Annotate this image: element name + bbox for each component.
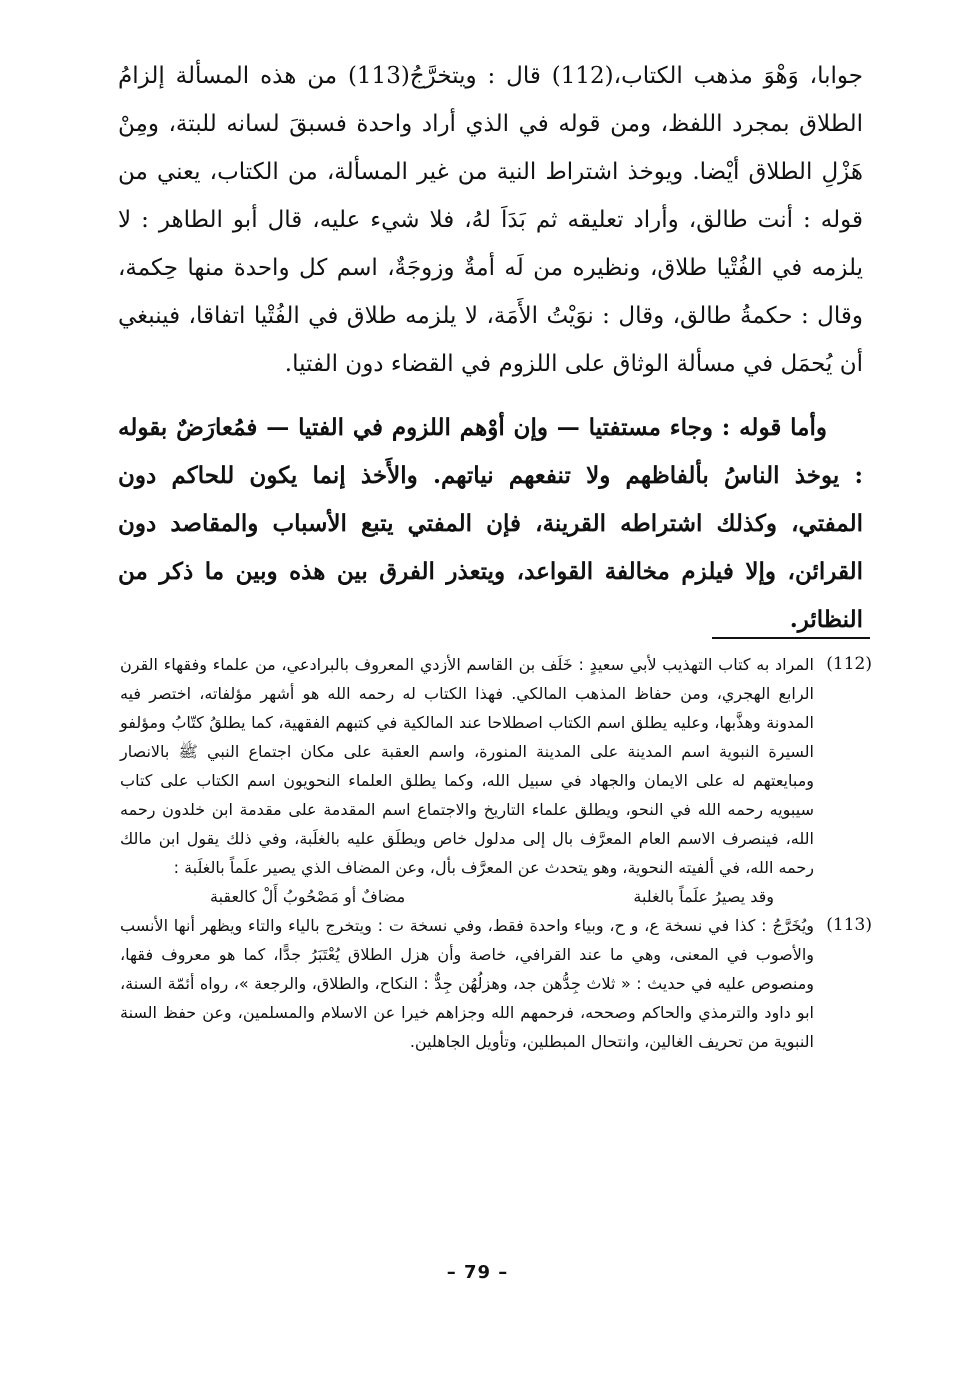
footnote-number: (112) [826, 654, 872, 674]
footnote-body [120, 650, 814, 911]
footnote-text: ويُخَرَّجُ : كذا في نسخة ع، و ح، وبياء واحدة فقط، وفي نسخة ت : ويتخرج بالياء والتاء ويظهر أنها الأنسب والأصوب في المعنى، وهي ما عند القرافي، خاصة وأن هزل الطلاق يُعْتَبَرُ جدًّا، كما هو معروف فقها، ومنصوص عليه في حديث : « ثلاث جِدُّهن جد، وهزلُهُن جِدٌّ : النكاح، والطلاق، والرجعة »، رواه أئمّة السنة، ابو داود والترمذي والحاكم وصححه، فرحمهم الله وجزاهم خيرا عن الاسلام والمسلمين، وعن حفظ السنة النبوية من تحريف الغالين، وانتحال المبطلين، وتأويل الجاهلين. [120, 916, 814, 1051]
verse-hemistich-left: مضافٌ أو مَصْحُوبُ أَلْ كالعقبة [210, 887, 406, 906]
footnote-112 [120, 650, 872, 911]
page-number: – 79 – [446, 1262, 509, 1283]
footnote-text: المراد به كتاب التهذيب لأبي سعيدٍ : خَلَف بن القاسم الأزدي المعروف بالبرادعي، من علماء وفقهاء القرن الرابع الهجري، ومن حفاظ المذهب المالكي. فهذا الكتاب له رحمه الله هو أشهر مؤلفاته، اختصر فيه المدونة وهذَّبها، وعليه يطلق اسم الكتاب اصطلاحا عند المالكية في كتبهم الفقهية، كما يطلقُ كتّابُ ومؤلفو السيرة النبوية اسم المدينة على المدينة المنورة، واسم العقبة على مكان اجتماع النبي ﷺ بالانصار ومبايعتهم له على الايمان والجهاد في سبيل الله، وكما يطلق العلماء النحويون اسم الكتاب على كتاب سيبويه رحمه الله في النحو، ويطلق علماء التاريخ والاجتماع اسم المقدمة على مقدمة ابن خلدون رحمه الله، فينصرف الاسم العام المعرَّف بال إلى مدلول خاص ويطلَق عليه بالغلَبة، وفي ذلك يقول ابن مالك رحمه الله، في ألفيته النحوية، وهو يتحدث عن المعرَّف بأل، وعن المضاف الذي يصير علَماً بالغلَبة : [120, 655, 814, 877]
footnote-113 [120, 911, 872, 1056]
footnotes-block [120, 650, 872, 1056]
main-paragraph-1: جوابا، وَهْوَ مذهب الكتاب،(112) قال : ويتخرَّجُ(113) من هذه المسألة إلزامُ الطلاق بمجرد اللفظ، ومن قوله في الذي أراد واحدة فسبقَ لسانه للبتة، ومِنْ هَزْلِ الطلاق أيْضا. ويوخذ اشتراط النية من غير المسألة، من الكتاب، يعني من قوله : أنت طالق، وأراد تعليقه ثم بَدَاَ لهُ، فلا شيء عليه، قال أبو الطاهر : لا يلزمه في الفُتْيا طلاق، ونظيره من لَه أمةٌ وزوجَةٌ، اسم كل واحدة منها حِكمة، وقال : حكمةُ طالق، وقال : نوَيْتُ الأَمَة، لا يلزمه طلاق في الفُتْيا اتفاقا، فينبغي أن يُحمَل في مسألة الوثاق على اللزوم في القضاء دون الفتيا. [118, 63, 864, 377]
footnote-separator [712, 637, 870, 639]
verse-hemistich-right: وقد يصيرُ علَماً بالغلبة [633, 887, 774, 906]
footnote-body [120, 911, 814, 1056]
footnote-number: (113) [826, 915, 872, 935]
verse-line [120, 882, 814, 911]
main-text-block [118, 52, 863, 644]
main-paragraph-2: وأما قوله : وجاء مستفتيا — وإن أوْهم اللزوم في الفتيا — فمُعارَضٌ بقوله : يوخذ الناسُ بألفاظهم ولا تنفعهم نياتهم. والأَخذ إنما يكون للحاكم دون المفتي، وكذلك اشتراطه القرينة، فإن المفتي يتبع الأسباب والمقاصد دون القرائن، وإلا فيلزم مخالفة القواعد، ويتعذر الفرق بين هذه وبين ما ذكر من النظائر. [118, 414, 863, 633]
